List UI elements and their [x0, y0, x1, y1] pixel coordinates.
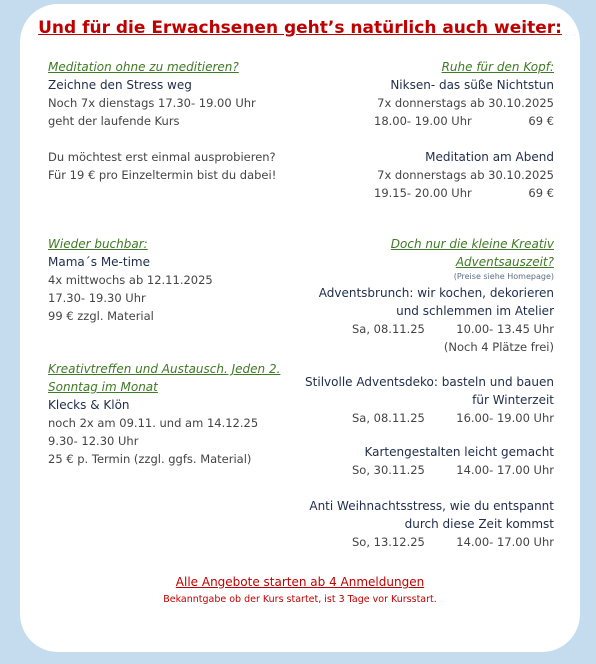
brunch-extra: (Noch 4 Plätze frei): [443, 340, 554, 354]
mama-name: Mama´s Me-time: [48, 255, 150, 269]
brunch-name2: und schlemmen im Atelier: [396, 304, 554, 318]
footer-announcement-note: Bekanntgabe ob der Kurs startet, ist 3 Tage vor Kursstart.: [163, 594, 437, 605]
klecks-line2: 9.30- 12.30 Uhr: [48, 434, 139, 448]
anti-name2: durch diese Zeit kommst: [404, 517, 554, 531]
karten-name: Kartengestalten leicht gemacht: [364, 445, 554, 459]
klecks-name: Klecks & Klön: [48, 398, 130, 412]
abend-name: Meditation am Abend: [425, 150, 554, 164]
anti-name1: Anti Weihnachtsstress, wie du entspannt: [309, 499, 554, 513]
mama-line2: 17.30- 19.30 Uhr: [48, 291, 146, 305]
abend-line1: 7x donnerstags ab 30.10.2025: [377, 168, 554, 182]
flyer-card: [20, 4, 580, 652]
kreativ-heading2: Adventsauszeit?: [455, 255, 554, 269]
mama-line3: 99 € zzgl. Material: [48, 309, 154, 323]
deko-date: Sa, 08.11.25: [352, 411, 425, 425]
anti-date: So, 13.12.25: [352, 535, 425, 549]
kreativ-note: (Preise siehe Homepage): [453, 272, 554, 281]
meditation-try1: Du möchtest erst einmal ausprobieren?: [48, 150, 276, 164]
karten-date: So, 30.11.25: [352, 463, 425, 477]
ruhe-line1: 7x donnerstags ab 30.10.2025: [377, 96, 554, 110]
meditation-heading: Meditation ohne zu meditieren?: [48, 60, 239, 74]
anti-time: 14.00- 17.00 Uhr: [456, 535, 554, 549]
footer-start-note: Alle Angebote starten ab 4 Anmeldungen: [175, 575, 425, 589]
brunch-name1: Adventsbrunch: wir kochen, dekorieren: [318, 286, 554, 300]
brunch-time: 10.00- 13.45 Uhr: [456, 322, 554, 336]
meditation-name: Zeichne den Stress weg: [48, 78, 192, 92]
ruhe-heading: Ruhe für den Kopf:: [441, 60, 554, 74]
klecks-heading2: Sonntag im Monat: [48, 380, 158, 394]
deko-name1: Stilvolle Adventsdeko: basteln und bauen: [305, 375, 554, 389]
page-title: Und für die Erwachsenen geht’s natürlich auch weiter:: [38, 18, 562, 38]
ruhe-name: Niksen- das süße Nichtstun: [390, 78, 554, 92]
deko-name2: für Winterzeit: [472, 393, 554, 407]
klecks-line1: noch 2x am 09.11. und am 14.12.25: [48, 416, 259, 430]
meditation-line1: Noch 7x dienstags 17.30- 19.00 Uhr: [48, 96, 256, 110]
meditation-line2: geht der laufende Kurs: [48, 114, 180, 128]
deko-time: 16.00- 19.00 Uhr: [456, 411, 554, 425]
klecks-heading1: Kreativtreffen und Austausch. Jeden 2.: [48, 362, 281, 376]
ruhe-price: 69 €: [528, 114, 554, 128]
abend-price: 69 €: [528, 186, 554, 200]
abend-time: 19.15- 20.00 Uhr: [374, 186, 472, 200]
mama-line1: 4x mittwochs ab 12.11.2025: [48, 273, 213, 287]
ruhe-time: 18.00- 19.00 Uhr: [374, 114, 472, 128]
mama-heading: Wieder buchbar:: [48, 237, 148, 251]
kreativ-heading1: Doch nur die kleine Kreativ: [390, 237, 554, 251]
klecks-line3: 25 € p. Termin (zzgl. ggfs. Material): [48, 452, 252, 466]
karten-time: 14.00- 17.00 Uhr: [456, 463, 554, 477]
brunch-date: Sa, 08.11.25: [352, 322, 425, 336]
meditation-try2: Für 19 € pro Einzeltermin bist du dabei!: [48, 168, 277, 182]
